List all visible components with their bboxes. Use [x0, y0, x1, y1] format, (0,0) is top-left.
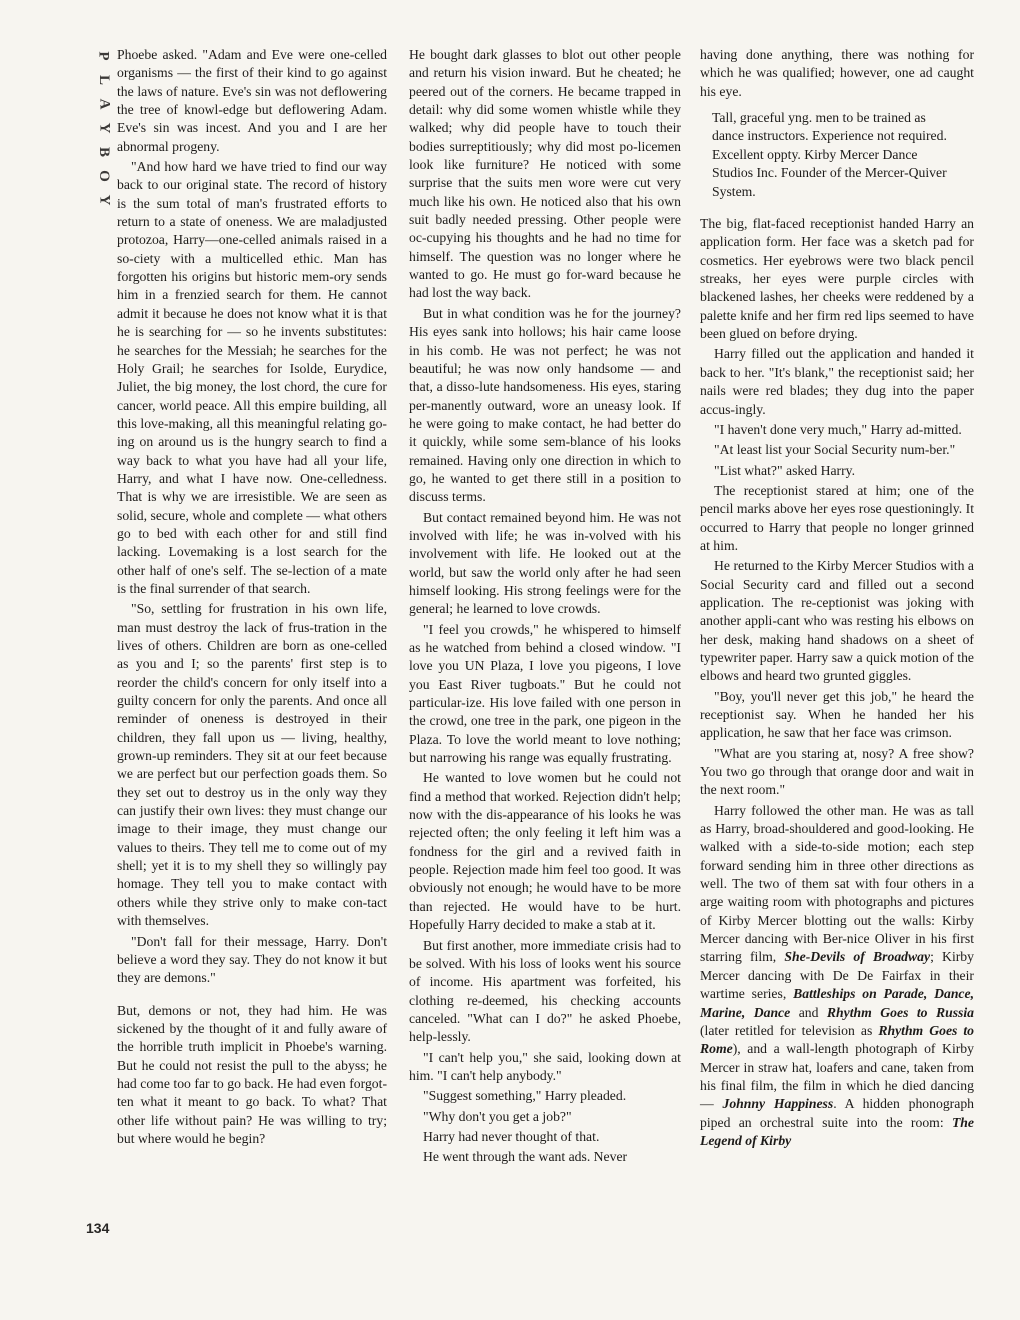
- text-run: . A hidden phonograph piped an orchestral suite into the room:: [700, 1096, 975, 1130]
- paragraph: Phoebe asked. "Adam and Eve were one-celled organisms — the first of their kind to go against the laws of nature. Eve's sin was not deflowering the tree of knowl-edge but deflowering Adam. Eve's sin was incest. And you and I are her abnormal progeny.: [117, 47, 387, 154]
- logo-letter: O: [95, 170, 112, 182]
- film-title: Rhythm Goes to Russia: [826, 1004, 975, 1020]
- logo-letter: B: [95, 146, 112, 158]
- film-title: Rhythm Goes to Rome: [700, 1022, 975, 1057]
- paragraph: "So, settling for frustration in his own life, man must destroy the lack of frus-tration in the lives of others. Children are born as one-celled as you and I; so the parents' first step is to reorder the child's concern for only itself into a guilty concern for only the parents. And once all reminder of oneness is destroyed in their children, they fall upon us — living, healthy, grown-up reminders. They sit at our feet because we are perfect but our perfection goads them. So they set out to destroy us in the only way they can justify their own lives: they must change our image to their image, they must change our values to theirs. They tell me to come out of my shell; yet it is to my shell they so willingly pay homage. They tell you to make contact with others while they strive only to make con-tact with themselves.: [117, 601, 387, 929]
- paragraph: He returned to the Kirby Mercer Studios with a Social Security card and filled out a second application. The re-ceptionist was joking with another appli-cant who was resting his elbows on her desk, making hand shadows on a sheet of typewriter paper. Harry saw a quick motion of the elbows and heard two grunted giggles.: [700, 558, 974, 684]
- paragraph: He wanted to love women but he could not find a method that worked. Rejection didn't help; now with the dis-appearance of his looks he was rejected often; the only feeling it left him was a fondness for the girl and a revived faith in people. Rejection made him feel too good. It was obviously not enough; he would have to be more than rejected. He would have to be hurt. Hopefully Harry decided to make a stab at it.: [409, 770, 681, 933]
- paragraph: "Suggest something," Harry pleaded.: [423, 1088, 627, 1104]
- text-run: Harry followed the other man. He was as tall as Harry, broad-shouldered and good-looking. He walked with a side-to-side motion; each step forward sending him in three other directions as well. The two of them sat with four others in a arge waiting room with photographs and pictures of Kirby Mercer blotting out the walls: Kirby Mercer dancing with Ber-nice Oliver in his first starring film,: [700, 802, 974, 965]
- paragraph: "And how hard we have tried to find our way back to our original state. The record of history is the sum total of man's frustrated efforts to return to a state of oneness. We are maladjusted protozoa, Harry—one-celled animals raised in a so-ciety with a multicelled ethic. Man has forgotten his origins but historic mem-ory sends him in a frenzied search for them. He cannot admit it because he does not know what it is that he is searching for — so he invents substitutes: he searches for the Messiah; he searches for the Holy Grail; he searches for Isolde, Eurydice, Juliet, the big money, the lost chord, the cure for cancer, world peace. All this empire building, all this love-making, all this meaningful relating go-ing on around us is the hungry search to find a way back to what you have had all your life, Harry, and what I have now. One-celledness. That is why we are irresistible. We are seen as solid, secure, whole and complete — what others go to bed with each other for and still find lacking. Lovemaking is a lost search for the other half of one's self. The se-lection of a mate is the final surrender of that search.: [117, 159, 387, 596]
- paragraph: "Boy, you'll never get this job," he heard the receptionist say. When he handed her his application, he saw that her face was crimson.: [700, 688, 974, 741]
- paragraph: [700, 802, 974, 1151]
- paragraph: Harry had never thought of that.: [423, 1128, 600, 1144]
- paragraph: He bought dark glasses to blot out other people and return his vision inward. But he cheated; he peered out of the corners. He became trapped in detail: why did some women whistle while they walked; why did people have to touch their bodies surreptitiously; why did most po-licemen look like furniture? He noticed with some surprise that the suits men wore were cut very much like his own. He noticed also that his own suit badly needed pressing. Other people were oc-cupying his thoughts and he had no time for himself. The question was no longer where he wanted to go. He must go for-ward because he had lost the way back.: [409, 47, 681, 301]
- paragraph: The big, flat-faced receptionist handed Harry an application form. Her face was a sketch pad for cosmetics. Her eyebrows were two black pencil streaks, her eyes were purple circles with blackened lashes, her cheeks were reddened by a palette knife and her firm red lips seemed to have been glued on before drying.: [700, 216, 974, 342]
- paragraph: "Why don't you get a job?": [423, 1108, 572, 1124]
- column-1: [117, 46, 387, 1150]
- column-2: [409, 46, 681, 1169]
- film-title: She-Devils of Broadway: [784, 949, 931, 965]
- logo-letter: A: [96, 98, 112, 110]
- column-3: [700, 46, 974, 1152]
- paragraph: The receptionist stared at him; one of the pencil marks above her eyes rose questioningly. It occurred to Harry that people no longer grinned at him.: [700, 482, 974, 553]
- film-title: Johnny Happiness: [722, 1096, 834, 1112]
- page-number: 134: [86, 1220, 110, 1236]
- text-run: and: [798, 1004, 819, 1020]
- paragraph: But in what condition was he for the journey? His eyes sank into hollows; his hair came loose in his comb. He was not perfect; he was not beautiful; he was now only handsome — and that, a disso-lute handsomeness. His eyes, staring per-manently outward, wore an uneasy look. If he were going to make contact, he had better do it quickly, while some sem-blance of his looks remained. Having only one direction in which to go, he wanted to get there still in a position to discuss terms.: [409, 305, 681, 505]
- text-run: ; Kirby Mercer dancing with De De Fairfax in their wartime series,: [700, 949, 974, 1002]
- paragraph: "I haven't done very much," Harry ad-mitted.: [714, 421, 962, 437]
- text-run: ), and a wall-length photograph of Kirby Mercer in straw hat, loafers and cane, taken from his final film, the film in which he died dancing —: [700, 1041, 974, 1112]
- paragraph: He went through the want ads. Never: [423, 1149, 628, 1165]
- paragraph: "I feel you crowds," he whispered to himself as he watched from behind a closed window. "I love you UN Plaza, I love you pigeons, I love you East River tugboats." But he could not particular-ize. His love failed with one person in the crowd, one tree in the park, one pigeon in the Plaza. To love the world meant to love nothing; but narrowing his range was equally frustrating.: [409, 621, 681, 766]
- paragraph: having done anything, there was nothing for which he was qualified; however, one ad caught his eye.: [700, 47, 974, 99]
- film-title: Battleships on Parade, Dance, Marine, Dance: [700, 986, 975, 1020]
- want-ad-text: Tall, graceful yng. men to be trained as dance instructors. Experience not required. Excellent oppty. Kirby Mercer Dance Studios Inc. Founder of the Mercer-Quiver System.: [712, 110, 947, 199]
- want-ad: [712, 109, 974, 201]
- paragraph: But contact remained beyond him. He was not involved with life; he was in-volved with his involvement with life. He looked out at the world, but saw the world only after he had seen himself looking. His strong feelings were for the general; he learned to love crowds.: [409, 509, 681, 617]
- paragraph: "At least list your Social Security num-ber.": [714, 442, 956, 458]
- logo-letter: Y: [96, 122, 112, 134]
- paragraph: But first another, more immediate crisis had to be solved. With his loss of looks went his source of income. His apartment was forfeited, his clothing re-deemed, his checking accounts canceled. "What can I do?" he asked Phoebe, help-lessly.: [409, 937, 681, 1045]
- text-run: (later retitled for television as: [700, 1022, 873, 1038]
- paragraph: "I can't help you," she said, looking down at him. "I can't help anybody.": [409, 1049, 681, 1083]
- paragraph: But, demons or not, they had him. He was sickened by the thought of it and fully aware of the horrible truth implicit in Phoebe's warning. But he could not resist the pull to the abyss; he had come too far to go back. He had even forgot-ten what it meant to go back. To what? That other life without pain? He was willing to try; but where would he begin?: [117, 1002, 387, 1146]
- magazine-side-logo: [86, 44, 112, 212]
- paragraph: "What are you staring at, nosy? A free show? You two go through that orange door and wait in the next room.": [700, 745, 974, 798]
- logo-letter: L: [95, 74, 112, 86]
- paragraph: "Don't fall for their message, Harry. Don't believe a word they say. They do not know it but they are demons.": [117, 933, 387, 986]
- paragraph: Harry filled out the application and handed it back to her. "It's blank," the receptionist said; her nails were red blades; they dug into the paper accus-ingly.: [700, 346, 974, 417]
- logo-letter: Y: [96, 194, 112, 206]
- film-title: The Legend of Kirby: [700, 1114, 974, 1148]
- logo-letter: P: [95, 51, 112, 61]
- paragraph: "List what?" asked Harry.: [714, 462, 856, 478]
